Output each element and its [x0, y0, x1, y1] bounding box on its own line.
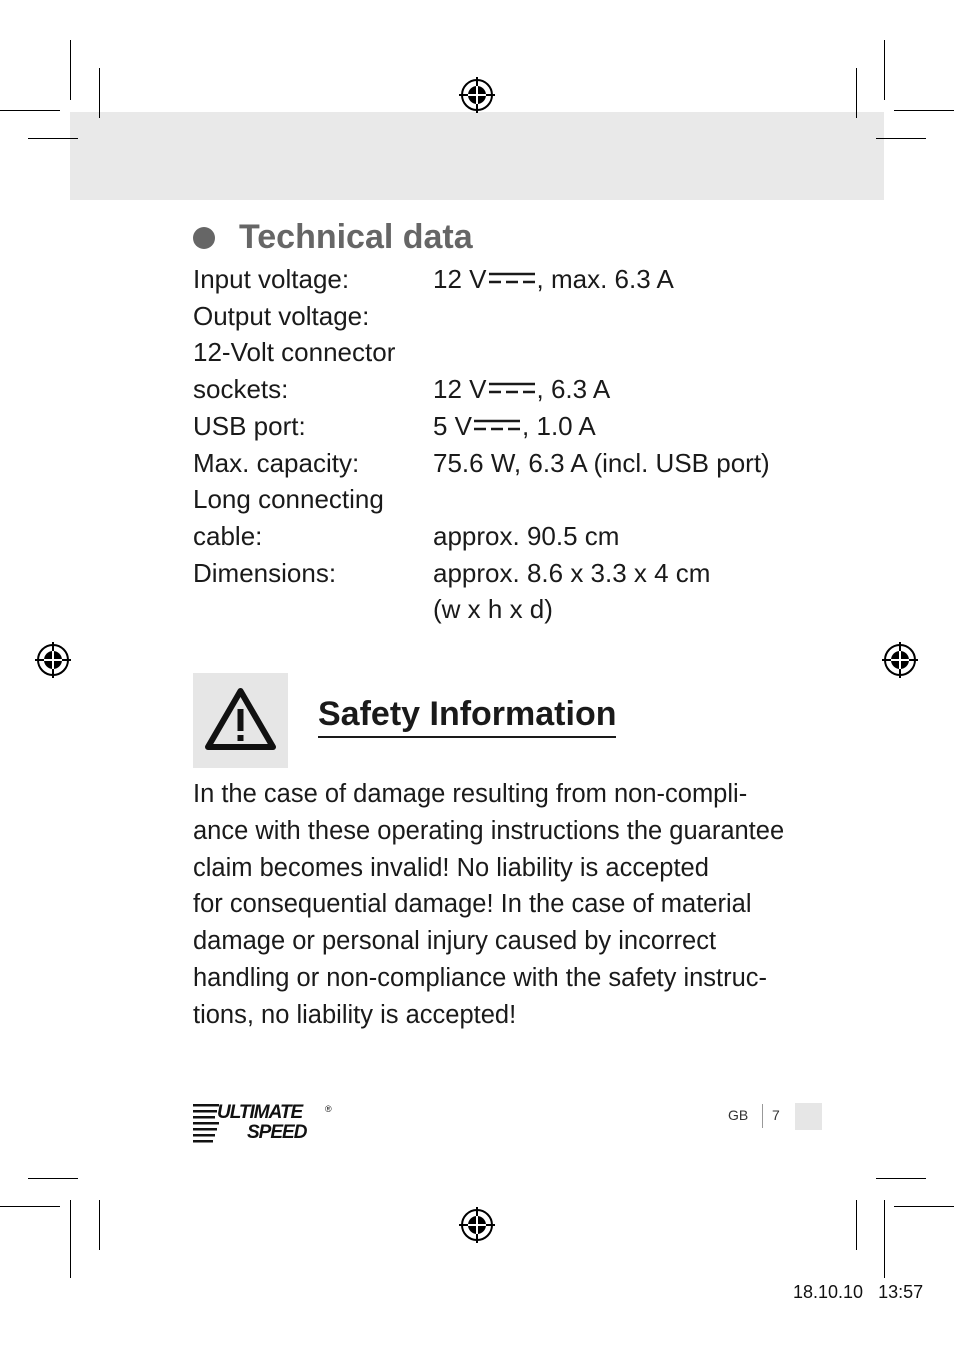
- paragraph-line: ance with these operating instructions the guarantee: [193, 816, 785, 845]
- spec-label: USB port:: [193, 411, 306, 441]
- registration-mark-icon: [458, 76, 496, 114]
- brand-logo: [193, 1102, 333, 1148]
- logo-line-2: SPEED: [247, 1122, 307, 1143]
- page-number: 7: [772, 1107, 780, 1123]
- paragraph-line: In the case of damage resulting from non-compli-: [193, 780, 748, 808]
- spec-value: (w x h x d): [433, 594, 553, 624]
- spec-label: 12-Volt connector: [193, 337, 396, 367]
- paragraph-line: claim becomes invalid! No liability is accepted: [193, 853, 709, 882]
- spec-label: sockets:: [193, 374, 289, 404]
- spec-label: Dimensions:: [193, 558, 337, 588]
- bullet-icon: [193, 227, 215, 249]
- section-heading: [193, 218, 473, 257]
- spec-value: approx. 90.5 cm: [433, 521, 620, 551]
- header-band: [70, 112, 884, 200]
- spec-label: cable:: [193, 521, 263, 551]
- footer-divider: [762, 1104, 763, 1128]
- spec-label: Input voltage:: [193, 264, 350, 294]
- spec-label: Long connecting: [193, 484, 384, 514]
- spec-value: 75.6 W, 6.3 A (incl. USB port): [433, 448, 770, 478]
- registration-mark-icon: [881, 641, 919, 679]
- spec-label: Output voltage:: [193, 301, 370, 331]
- safety-title: Safety Information: [318, 695, 616, 738]
- spec-value: 12 V , max. 6.3 A: [433, 264, 674, 294]
- registration-mark-icon: [458, 1206, 496, 1244]
- paragraph-line: tions, no liability is accepted!: [193, 1000, 517, 1029]
- spec-value: approx. 8.6 x 3.3 x 4 cm: [433, 558, 711, 588]
- dc-symbol-icon: [474, 419, 520, 431]
- spec-label: Max. capacity:: [193, 448, 360, 478]
- dc-symbol-icon: [489, 272, 535, 284]
- logo-line-1: ULTIMATE: [217, 1102, 303, 1123]
- spec-value: 5 V , 1.0 A: [433, 411, 596, 441]
- section-title: Technical data: [239, 218, 473, 256]
- spec-value: 12 V , 6.3 A: [433, 374, 611, 404]
- warning-triangle-icon: [193, 673, 288, 768]
- print-timestamp: 18.10.10 13:57: [793, 1282, 924, 1302]
- registration-mark-icon: [34, 641, 72, 679]
- page-tab-marker: [795, 1103, 822, 1130]
- logo-registered-mark: ®: [325, 1104, 332, 1114]
- paragraph-line: for consequential damage! In the case of material: [193, 890, 752, 919]
- language-code: GB: [728, 1107, 749, 1123]
- warning-box: [193, 673, 288, 768]
- paragraph-line: handling or non-compliance with the safety instruc-: [193, 963, 768, 992]
- paragraph-line: damage or personal injury caused by incorrect: [193, 927, 717, 956]
- safety-paragraph: [193, 776, 785, 1034]
- dc-symbol-icon: [489, 382, 535, 394]
